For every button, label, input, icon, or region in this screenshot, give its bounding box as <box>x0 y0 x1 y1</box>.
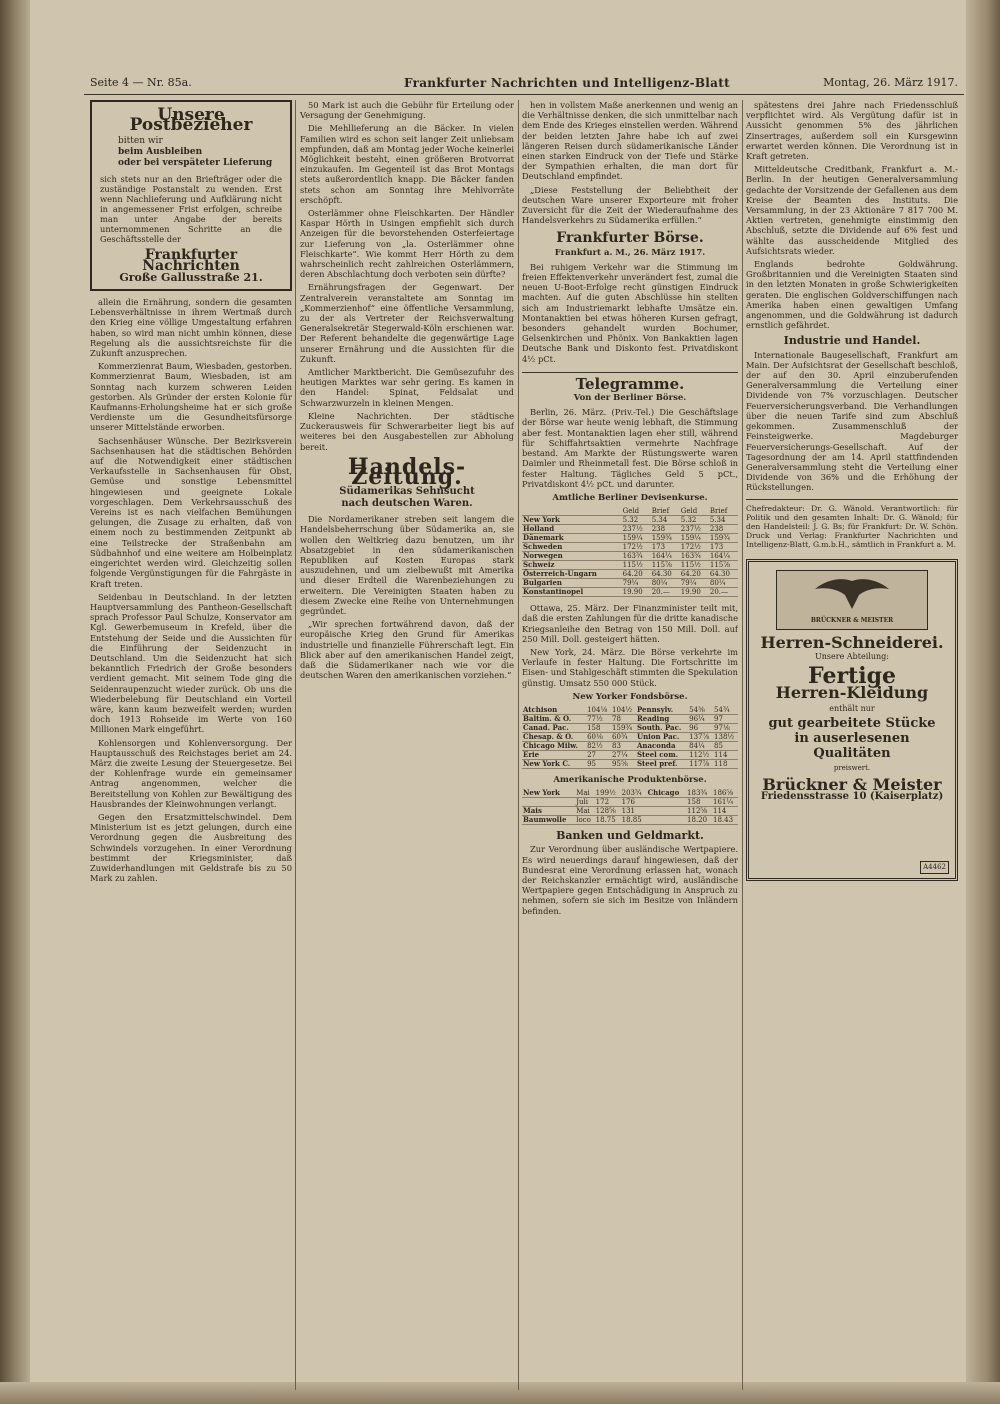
banken-heading: Banken und Geldmarkt. <box>556 829 704 843</box>
devisen-table-title: Amtliche Berliner Devisenkurse. <box>552 492 708 503</box>
table-cell: Mai <box>575 807 594 816</box>
boerse-dateline: Frankfurt a. M., 26. März 1917. <box>554 247 706 258</box>
column-rule <box>742 100 743 1390</box>
table-cell: New York C. <box>522 759 586 768</box>
produkten-table-title: Amerikanische Produktenbörse. <box>553 774 707 785</box>
table-cell: Steel pref. <box>636 759 688 768</box>
notice-line: oder bei verspäteter Lieferung <box>118 158 273 169</box>
table-row <box>522 759 738 768</box>
table-cell: 163¾ <box>680 552 709 561</box>
ad-feature: gut gearbeitete Stücke <box>768 716 936 732</box>
table-cell: 238 <box>709 525 738 534</box>
table-cell: Bulgarien <box>522 579 622 588</box>
table-cell: 173 <box>709 543 738 552</box>
table-cell: 18.75 <box>595 816 621 825</box>
notice-line: beim Ausbleiben <box>118 147 203 158</box>
article-paragraph: Bei ruhigem Verkehr war die Stimmung im freien Effektenverkehr unverändert fest, zumal die neuen U-Boot-Erfolge recht günstigen Eindruck machten. Auf die guten Abschlüsse hin stellten sich am Industriemarkt lebhafte Umsätze ein. Montanaktien bei etwas höheren Kursen gefragt, besonders gehandelt wurden Bochumer, Gelsenkirchen und Phönix. Von Bankaktien lagen Deutsche Bank und Diskonto fest. Privatdiskont 4½ pCt. <box>522 261 738 364</box>
article-paragraph: Kohlensorgen und Kohlenversorgung. Der Hauptausschuß des Reichstages beriet am 24. März die zweite Lesung der Steuergesetze. Bei der Kohlenfrage wurde ein gemeinsamer Antrag angenommen, welcher die Bereitstellung von Kohlen zur Bewältigung des Hausbrandes der Kleinwohnungen verlangt. <box>90 737 292 809</box>
article-paragraph: Die Mehllieferung an die Bäcker. In vielen Familien wird es schon seit langer Zeit unliebsam empfunden, daß am Montag jeder Woche keinerlei Möglichkeit besteht, einen größeren Brotvorrat einzukaufen. Im Gegenteil ist das Brot Montags stets außerordentlich knapp. Die Bäcker fanden stets schon am Sonntag ihre Mehlvorräte erschöpft. <box>300 123 514 205</box>
table-cell: 18.43 <box>712 816 738 825</box>
table-cell: 163¾ <box>622 552 651 561</box>
table-cell: Mais <box>522 807 575 816</box>
table-cell: 131 <box>621 807 647 816</box>
table-cell: 5.32 <box>680 516 709 525</box>
ad-subline: Unsere Abteilung: <box>815 651 889 661</box>
table-cell: 85 <box>713 741 738 750</box>
devisen-table <box>522 507 738 597</box>
table-row <box>522 816 738 825</box>
ad-feature: in auserlesenen Qualitäten <box>794 731 910 762</box>
book-binding-edge <box>0 0 30 1404</box>
table-cell: 27¼ <box>611 750 636 759</box>
table-header-cell: Geld <box>622 507 651 516</box>
article-paragraph: Kleine Nachrichten. Der städtische Zuckerausweis für Schwerarbeiter liegt bis auf weiteres bei den Ausgabestellen zur Abholung bereit. <box>300 410 514 452</box>
ad-headline: Herren-Schneiderei. <box>760 632 944 652</box>
company-logo <box>776 570 928 630</box>
table-cell: New York <box>522 789 575 798</box>
table-cell: 18.85 <box>621 816 647 825</box>
table-cell: Baltim. & O. <box>522 714 586 723</box>
table-cell: Dänemark <box>522 534 622 543</box>
table-cell: Reading <box>636 714 688 723</box>
article-paragraph: Sachsenhäuser Wünsche. Der Bezirksverein Sachsenhausen hat die städtischen Behörden auf die Notwendigkeit einer städtischen Verkaufsstelle in Sachsenhausen für Obst, Gemüse und sonstige Lebensmittel hingewiesen und geeignete Lokale vorgeschlagen. Dem Verkehrsausschuß des Vereins ist es nach vielfachen Bemühungen gelungen, die Zusage zu erhalten, daß von einem noch zu bestimmenden Zeitpunkt ab eine Teilstrecke der Straßenbahn am Südbahnhof und eine weitere am Holbeinplatz eingerichtet werden wird. Gleichzeitig sollen folgende Vergünstigungen für die Fahrgäste in Kraft treten. <box>90 435 292 589</box>
table-cell <box>647 798 686 807</box>
notice-body: sich stets nur an den Briefträger oder die zuständige Postanstalt zu wenden. Erst wenn Nachlieferung und Aufklärung nicht in angemessener Frist erfolgen, schreibe man unter Angabe der bereits unternommenen Schritte an die Geschäftsstelle der <box>100 174 282 245</box>
masthead-title: Frankfurter Nachrichten und Intelligenz-Blatt <box>404 76 730 90</box>
article-paragraph: allein die Ernährung, sondern die gesamten Lebensverhältnisse in ihrem Wertmaß durch den Krieg eine völlige Umgestaltung erfahren haben, so wird man nicht umhin können, diese Regelung als die aussichtsreichste für die Zukunft anzusprechen. <box>90 297 292 359</box>
ny-stock-table <box>522 706 738 769</box>
column-3 <box>522 100 738 1390</box>
table-cell: Mai <box>575 789 594 798</box>
table-row <box>522 516 738 525</box>
table-cell: 159¼ <box>622 534 651 543</box>
table-cell: 138½ <box>713 732 738 741</box>
table-cell: 173 <box>651 543 680 552</box>
logo-text: BRÜCKNER & MEISTER <box>810 617 894 625</box>
table-cell: Steel com. <box>636 750 688 759</box>
column-rule <box>518 100 519 1390</box>
table-cell: Konstantinopel <box>522 588 622 597</box>
ad-address: Friedensstrasse 10 (Kaiserplatz) <box>760 790 944 802</box>
table-cell: 112½ <box>688 750 713 759</box>
article-paragraph: Englands bedrohte Goldwährung. Großbritannien und die Vereinigten Staaten sind in den letzten Monaten in große Schwierigkeiten geraten. Die englischen Goldverschiffungen nach Amerika haben einen gewaltigen Umfang angenommen, und die Goldwährung ist dadurch ernstlich gefährdet. <box>746 259 958 331</box>
page-edge-right <box>966 0 1000 1404</box>
table-cell: 5.32 <box>622 516 651 525</box>
table-cell: 5.34 <box>651 516 680 525</box>
table-cell: 104⅛ <box>586 706 611 715</box>
table-cell: South. Pac. <box>636 723 688 732</box>
table-cell: 137⅞ <box>688 732 713 741</box>
table-cell: 96 <box>688 723 713 732</box>
table-row <box>522 789 738 798</box>
column-4 <box>746 100 958 1390</box>
article-paragraph: Ernährungsfragen der Gegenwart. Der Zentralverein veranstaltete am Sonntag im „Kommerzienhof“ eine öffentliche Versammlung, zu der als Vertreter der Reichsverwaltung Generalsekretär Stegerwald-Köln erschienen war. Der Referent behandelte die gegenwärtige Lage unserer Ernährung und die Aussichten für die Zukunft. <box>300 282 514 364</box>
table-cell: 237½ <box>680 525 709 534</box>
subscriber-notice-box <box>90 100 292 291</box>
article-paragraph: Seidenbau in Deutschland. In der letzten Hauptversammlung des Pantheon-Gesellschaft sprach Professor Paul Schulze, Konservator am Kgl. Gewerbemuseum in Krefeld, über die Entstehung der Seide und die Aussichten für die Einführung der Seidenzucht in Deutschland. Um die Seidenzucht hat sich bekanntlich Friedrich der Große besonders verdient gemacht. Mit seinem Tode ging die Seidenraupenzucht wieder zurück. Ob uns die Wiederbelebung für Deutschland ein Vorteil wäre, kann kaum bezweifelt werden; wurden doch 1913 Rohseide im Werte von 160 Millionen Mark eingeführt. <box>90 591 292 735</box>
table-cell: 172½ <box>680 543 709 552</box>
notice-address: Große Gallusstraße 21. <box>119 270 263 284</box>
table-cell: Schweiz <box>522 561 622 570</box>
table-header-cell: Brief <box>709 507 738 516</box>
table-cell: 95⅝ <box>611 759 636 768</box>
article-paragraph: Kommerzienrat Baum, Wiesbaden, gestorben. Kommerzienrat Baum, Wiesbaden, ist am Sonntag nach kurzem schweren Leiden gestorben. Als Gründer der ersten Kolonie für Kaufmanns-Erholungsheime hat er sich große Verdienste um die Gesundheitsfürsorge unserer Mittelstände erworben. <box>90 361 292 433</box>
table-cell: Österreich-Ungarn <box>522 570 622 579</box>
table-cell: 114 <box>713 750 738 759</box>
table-cell: Atchison <box>522 706 586 715</box>
table-cell: 199½ <box>595 789 621 798</box>
ad-main-word: Fertige <box>808 662 896 689</box>
table-cell: 5.34 <box>709 516 738 525</box>
table-cell: 64.30 <box>709 570 738 579</box>
table-cell: Canad. Pac. <box>522 723 586 732</box>
table-cell: 96¼ <box>688 714 713 723</box>
table-cell: 159¾ <box>611 723 636 732</box>
table-cell: Erie <box>522 750 586 759</box>
table-cell: 115⅞ <box>651 561 680 570</box>
table-cell: 183¾ <box>686 789 712 798</box>
table-cell: 128⅝ <box>595 807 621 816</box>
table-cell: 54⅜ <box>688 706 713 715</box>
table-cell: 115⅞ <box>709 561 738 570</box>
article-paragraph: Die Nordamerikaner streben seit langem die Handelsbeherrschung über Südamerika an, sie wollen den Weltkrieg dazu benutzen, um ihr Absatzgebiet in den südamerikanischen Republiken auf Kosten Europas stark auszudehnen, und um zielbewußt mit Amerika und dieser Erdteil die Warenbeziehungen zu erweitern. Die Vereinigten Staaten haben zu diesem Zwecke eine Reihe von Unternehmungen gegründet. <box>300 514 514 616</box>
article-paragraph: „Wir sprechen fortwährend davon, daß der europäische Krieg den Grund für Amerikas industrielle und finanzielle Führerschaft legt. Ein Blick aber auf den amerikanischen Handel zeigt, daß die Südamerikaner nach wie vor die deutschen Waren den amerikanischen vorziehen.“ <box>300 619 514 681</box>
table-cell: 78 <box>611 714 636 723</box>
imprint: Chefredakteur: Dr. G. Wänold. Verantwortlich: für Politik und den gesamten Inhalt: Dr. G. Wänold; für den Handelsteil: J. G. Bs; für Frankfurt: Dr. W. Schön. Druck und Verlag: Frankfurter Nachrichten und Intelligenz-Blatt, G.m.b.H., sämtlich in Frankfurt a. M. <box>746 499 958 549</box>
table-cell: 118 <box>713 759 738 768</box>
article-paragraph: Internationale Baugesellschaft, Frankfurt am Main. Der Aufsichtsrat der Gesellschaft beschloß, der auf den 30. April einzuberufenden Generalversammlung die Verteilung einer Dividende von 7% vorzuschlagen. Deutscher Feuerversicherungsverband. Die Verhandlungen über die neuen Tarife sind zum Abschluß gekommen. Zusammenschluß der Feinsteigwerke. Magdeburger Feuerversicherungs-Gesellschaft. Auf der Tagesordnung der am 14. April stattfindenden Generalversammlung steht die Verteilung einer Dividende von 36% und die Erhöhung der Rückstellungen. <box>746 349 958 493</box>
eagle-emblem-icon <box>797 575 907 615</box>
table-cell: 172 <box>595 798 621 807</box>
advertisement-brueckner-meister <box>746 559 958 881</box>
table-row <box>522 741 738 750</box>
table-cell: Chesap. & O. <box>522 732 586 741</box>
table-cell: 95 <box>586 759 611 768</box>
notice-firm: Frankfurter Nachrichten <box>142 247 240 274</box>
table-cell: 159¾ <box>709 534 738 543</box>
table-cell: 176 <box>621 798 647 807</box>
table-cell: Holland <box>522 525 622 534</box>
table-cell: 84¼ <box>688 741 713 750</box>
table-cell: 104½ <box>611 706 636 715</box>
article-paragraph: hen in vollstem Maße anerkennen und wenig an die Verhältnisse denken, die sich unmittelbar nach dem Ende des Krieges einstellen werden. Während der beiden letzten Jahre habe ich auf zwei längeren Reisen durch südamerikanische Länder einen starken Eindruck von der Tiefe und Stärke der Sympathien erhalten, die man dort für Deutschland empfindet. <box>522 100 738 182</box>
table-cell: 20.— <box>651 588 680 597</box>
table-cell: Pennsylv. <box>636 706 688 715</box>
table-cell: 19.90 <box>622 588 651 597</box>
table-cell: 18.20 <box>686 816 712 825</box>
table-cell: Anaconda <box>636 741 688 750</box>
table-cell: 164¼ <box>651 552 680 561</box>
article-paragraph: Osterlämmer ohne Fleischkarten. Der Händler Kaspar Hörth in Usingen empfiehlt sich durch Anzeigen für die bevorstehenden Osterfeiertage zur Lieferung von „la. Osterlämmer ohne Fleischkarte“. Wie kommt Herr Hörth zu dem wahrscheinlich recht zahlreichen Osterlämmern, deren Abschlachtung doch verboten sein dürfte? <box>300 208 514 280</box>
ad-text: enthält nur <box>829 704 875 714</box>
table-cell: 112⅝ <box>686 807 712 816</box>
article-paragraph: Amtlicher Marktbericht. Die Gemüsezufuhr des heutigen Marktes war sehr gering. Es kamen in den Handel: Spinat, Feldsalat und Schwarzwurzeln in kleinen Mengen. <box>300 367 514 408</box>
table-cell: 83 <box>611 741 636 750</box>
article-paragraph: Berlin, 26. März. (Priv.-Tel.) Die Geschäftslage der Börse war heute wenig lebhaft, die Stimmung aber fest. Montanaktien lagen eher still, während für Schiffahrtsaktien vermehrte Nachfrage bestand. Am Markte der Rüstungswerte waren Daimler und Rheinmetall fest. Die Börse schloß in fester Haltung. Tägliches Geld 5 pCt., Privatdiskont 4½ pCt. und darunter. <box>522 407 738 489</box>
table-cell: 159¼ <box>680 534 709 543</box>
article-paragraph: „Diese Feststellung der Beliebtheit der deutschen Ware unserer Exporteure mit froher Zuversicht für die Zeit der Wiederaufnahme des Handelsverkehrs zu Südamerika erfüllen.“ <box>522 184 738 226</box>
notice-title: Unsere Postbezieher <box>129 105 253 136</box>
telegramme-heading: Telegramme. <box>522 372 738 389</box>
table-cell: 164¼ <box>709 552 738 561</box>
table-cell: 64.30 <box>651 570 680 579</box>
column-rule <box>295 100 296 1390</box>
table-cell: 19.90 <box>680 588 709 597</box>
article-headline: Südamerikas Sehnsucht <box>339 486 475 498</box>
table-cell <box>647 807 686 816</box>
article-paragraph: 50 Mark ist auch die Gebühr für Erteilung oder Versagung der Genehmigung. <box>300 100 514 121</box>
table-cell: Union Pac. <box>636 732 688 741</box>
table-cell: Chicago <box>647 789 686 798</box>
table-cell: 97 <box>713 714 738 723</box>
table-cell: loco <box>575 816 594 825</box>
table-cell: 115½ <box>680 561 709 570</box>
table-cell: 54¾ <box>713 706 738 715</box>
table-cell: Chicago Milw. <box>522 741 586 750</box>
article-paragraph: spätestens drei Jahre nach Friedensschluß verpflichtet wird. Als Vergütung dafür ist in Aussicht genommen 5% des jährlichen Zinsertrages, außerdem soll ein Kursgewinn erwartet werden können. Die Verordnung ist in Kraft getreten. <box>746 100 958 162</box>
table-cell: 117⅞ <box>688 759 713 768</box>
table-cell: Juli <box>575 798 594 807</box>
table-cell: 158 <box>686 798 712 807</box>
table-cell: Schweden <box>522 543 622 552</box>
table-header-cell: Geld <box>680 507 709 516</box>
table-cell: 79¼ <box>680 579 709 588</box>
table-cell: 64.20 <box>622 570 651 579</box>
column-1 <box>90 100 292 1390</box>
table-cell: Baumwolle <box>522 816 575 825</box>
notice-line: bitten wir <box>118 136 163 147</box>
table-cell: 79¼ <box>622 579 651 588</box>
table-cell: 80¼ <box>709 579 738 588</box>
table-cell: 80¼ <box>651 579 680 588</box>
produkten-table <box>522 789 738 825</box>
telegramme-subheading: Von der Berliner Börse. <box>573 393 687 404</box>
table-cell: 64.20 <box>680 570 709 579</box>
article-paragraph: Zur Verordnung über ausländische Wertpapiere. Es wird neuerdings darauf hingewiesen, daß der Bundesrat eine Verordnung erlassen hat, wonach der Reichskanzler ermächtigt wird, ausländische Wertpapiere gegen Entschädigung in Anspruch zu nehmen, sofern sie sich im Besitze von Inländern befinden. <box>522 844 738 916</box>
table-cell <box>647 816 686 825</box>
page-number: Seite 4 — Nr. 85a. <box>90 76 192 89</box>
article-paragraph: Mitteldeutsche Creditbank, Frankfurt a. M.-Berlin. In der heutigen Generalversammlung gedachte der Vorsitzende der Gefallenen aus dem Kreise der Beamten des Instituts. Die Versammlung, in der 23 Aktionäre 7 817 700 M. Aktien vertreten, genehmigte einstimmig den Abschluß, setzte die Dividende auf 6% fest und wählte das ausscheidende Mitglied des Aufsichtsrats wieder. <box>746 164 958 256</box>
issue-date: Montag, 26. März 1917. <box>823 76 958 89</box>
industrie-heading: Industrie und Handel. <box>783 334 921 348</box>
table-cell: 82½ <box>586 741 611 750</box>
article-paragraph: Gegen den Ersatzmittelschwindel. Dem Ministerium ist es jetzt gelungen, durch eine Verordnung gegen die Ausbreitung des Schwindels vorzugehen. In einer Verordnung bestimmt der Kriegsminister, daß Zuwiderhandlungen mit Geldstrafe bis zu 50 Mark zu zahlen. <box>90 811 292 884</box>
page-header <box>84 72 964 95</box>
table-cell: 60⅛ <box>586 732 611 741</box>
ad-main-line: Herren-Kleidung <box>775 682 929 702</box>
handels-zeitung-heading: Handels-Zeitung. <box>347 453 467 490</box>
table-cell: 237½ <box>622 525 651 534</box>
table-cell: 159¾ <box>651 534 680 543</box>
table-cell: 158 <box>586 723 611 732</box>
table-cell: 27 <box>586 750 611 759</box>
column-2 <box>300 100 514 1390</box>
table-cell: New York <box>522 516 622 525</box>
ad-text: preiswert. <box>833 764 871 773</box>
table-cell: 172½ <box>622 543 651 552</box>
table-cell: 97⅛ <box>713 723 738 732</box>
table-cell: 114 <box>712 807 738 816</box>
table-header-cell: Brief <box>651 507 680 516</box>
table-cell: 20.— <box>709 588 738 597</box>
article-paragraph: Ottawa, 25. März. Der Finanzminister teilt mit, daß die ersten Zahlungen für die dritte kanadische Kriegsanleihe den Betrag von 150 Mill. Doll. auf 250 Mill. Doll. gesteigert hätten. <box>522 603 738 644</box>
table-cell: 186⅝ <box>712 789 738 798</box>
article-subheadline: nach deutschen Waren. <box>341 498 473 510</box>
boerse-heading: Frankfurter Börse. <box>556 230 704 247</box>
newspaper-sheet <box>84 50 964 1390</box>
table-row <box>522 588 738 597</box>
ad-code: A4462 <box>920 861 949 873</box>
table-cell: Norwegen <box>522 552 622 561</box>
table-cell: 60¾ <box>611 732 636 741</box>
table-cell: 77½ <box>586 714 611 723</box>
ny-table-title: New Yorker Fondsbörse. <box>572 691 688 702</box>
table-cell: 203¾ <box>621 789 647 798</box>
table-cell: 115½ <box>622 561 651 570</box>
article-paragraph: New York, 24. März. Die Börse verkehrte im Verlaufe in fester Haltung. Die Fortschritte im Eisen- und Stahlgeschäft stimmten die Spekulation günstig. Umsatz 550 000 Stück. <box>522 646 738 688</box>
table-row <box>522 798 738 807</box>
table-cell: 161¼ <box>712 798 738 807</box>
ad-company: Brückner & Meister <box>762 774 942 794</box>
table-cell: 238 <box>651 525 680 534</box>
